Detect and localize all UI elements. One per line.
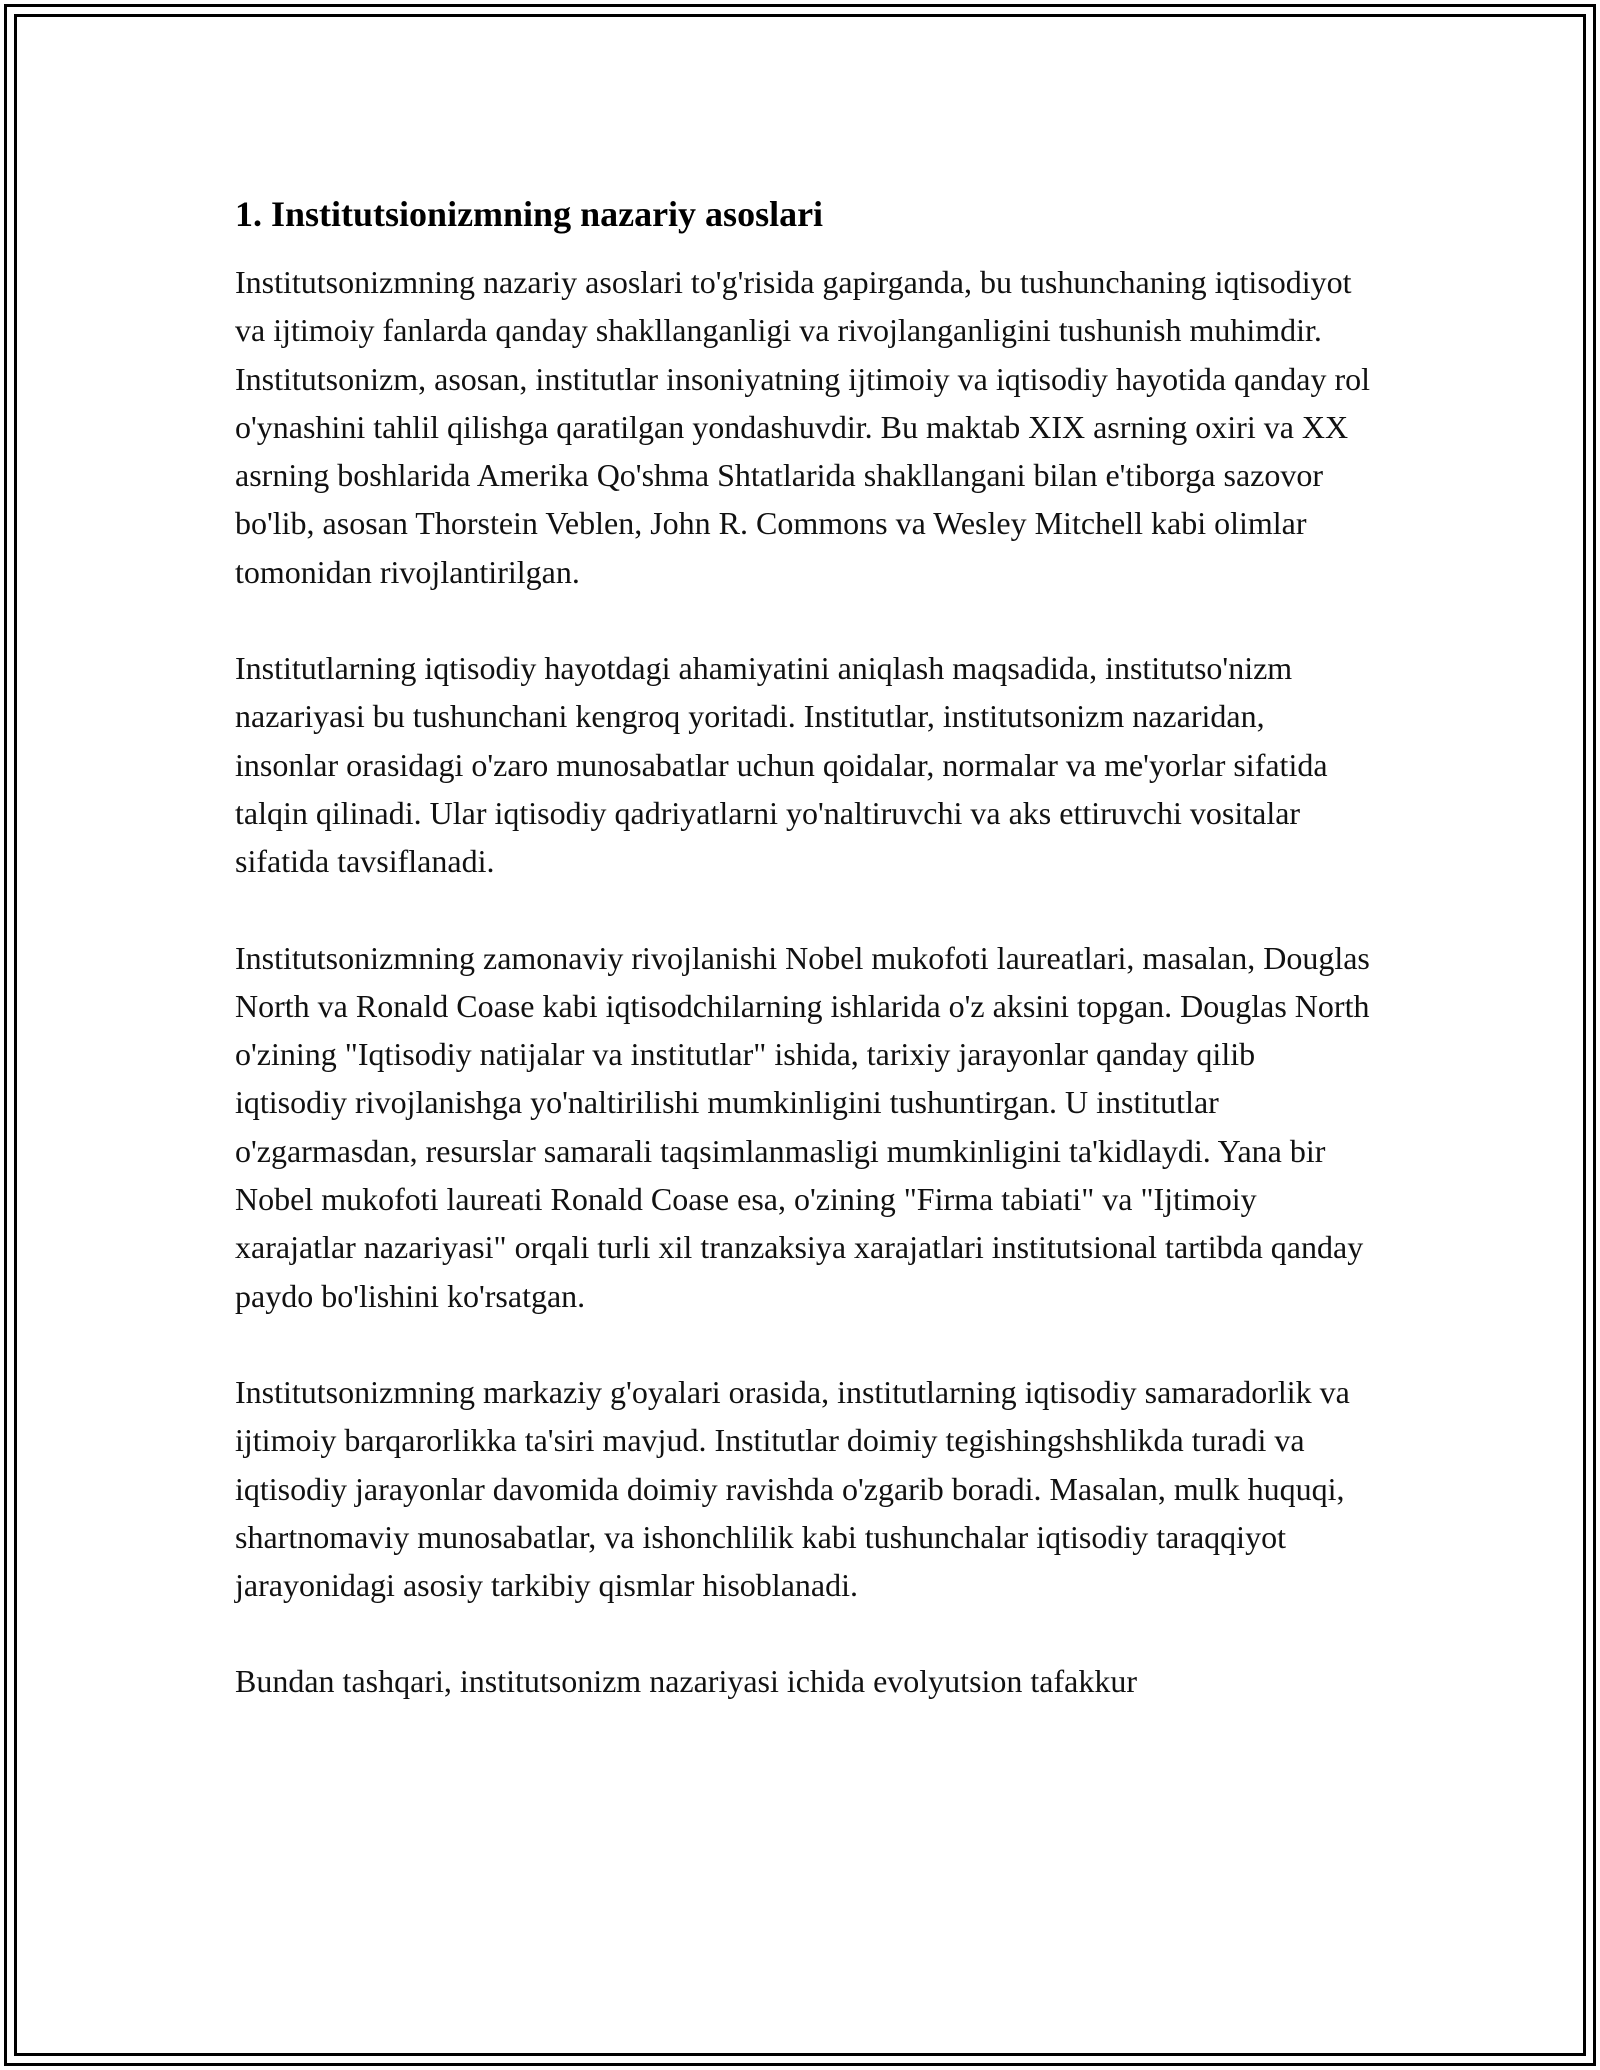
paragraph-2: Institutlarning iqtisodiy hayotdagi ahamiyatini aniqlash maqsadida, institutso'nizm nazariyasi bu tushunchani kengroq yoritadi. Institutlar, institutsonizm nazaridan, insonlar orasidagi o'zaro munosabatlar uchun qoidalar, normalar va me'yorlar sifatida talqin qilinadi. Ular iqtisodiy qadriyatlarni yo'naltiruvchi va aks ettiruvchi vositalar sifatida tavsiflanadi. xyxy=(235,650,1328,880)
paragraph-4: Institutsonizmning markaziy g'oyalari orasida, institutlarning iqtisodiy samaradorlik va ijtimoiy barqarorlikka ta'siri mavjud. Institutlar doimiy tegishingshshlikda turadi va iqtisodiy jarayonlar davomida doimiy ravishda o'zgarib boradi. Masalan, mulk huquqi, shartnomaviy munosabatlar, va ishonchlilik kabi tushunchalar iqtisodiy taraqqiyot jarayonidagi asosiy tarkibiy qismlar hisoblanadi. xyxy=(235,1373,1350,1604)
document-body xyxy=(235,190,1370,1754)
paragraph-3: Institutsonizmning zamonaviy rivojlanishi Nobel mukofoti laureatlari, masalan, Douglas North va Ronald Coase kabi iqtisodchilarning ishlarida o'z aksini topgan. Douglas North o'zining "Iqtisodiy natijalar va institutlar" ishida, tarixiy jarayonlar qanday qilib iqtisodiy rivojlanishga yo'naltirilishi mumkinligini tushuntirgan. U institutlar o'zgarmasdan, resurslar samarali taqsimlanmasligi mumkinligini ta'kidlaydi. Yana bir Nobel mukofoti laureati Ronald Coase esa, o'zining "Firma tabiati" va "Ijtimoiy xarajatlar nazariyasi" orqali turli xil tranzaksiya xarajatlari institutsional tartibda qanday paydo bo'lishini ko'rsatgan. xyxy=(235,939,1370,1314)
section-heading: 1. Institutsionizmning nazariy asoslari xyxy=(235,194,824,234)
paragraph-5: Bundan tashqari, institutsonizm nazariyasi ichida evolyutsion tafakkur xyxy=(235,1663,1138,1700)
paragraph-1: Institutsonizmning nazariy asoslari to'g'risida gapirganda, bu tushunchaning iqtisodiyot va ijtimoiy fanlarda qanday shakllanganligi va rivojlanganligini tushunish muhimdir. Institutsonizm, asosan, institutlar insoniyatning ijtimoiy va iqtisodiy hayotida qanday rol o'ynashini tahlil qilishga qaratilgan yondashuvdir. Bu maktab XIX asrning oxiri va XX asrning boshlarida Amerika Qo'shma Shtatlarida shakllangani bilan e'tiborga sazovor bo'lib, asosan Thorstein Veblen, John R. Commons va Wesley Mitchell kabi olimlar tomonidan rivojlantirilgan. xyxy=(235,264,1370,590)
